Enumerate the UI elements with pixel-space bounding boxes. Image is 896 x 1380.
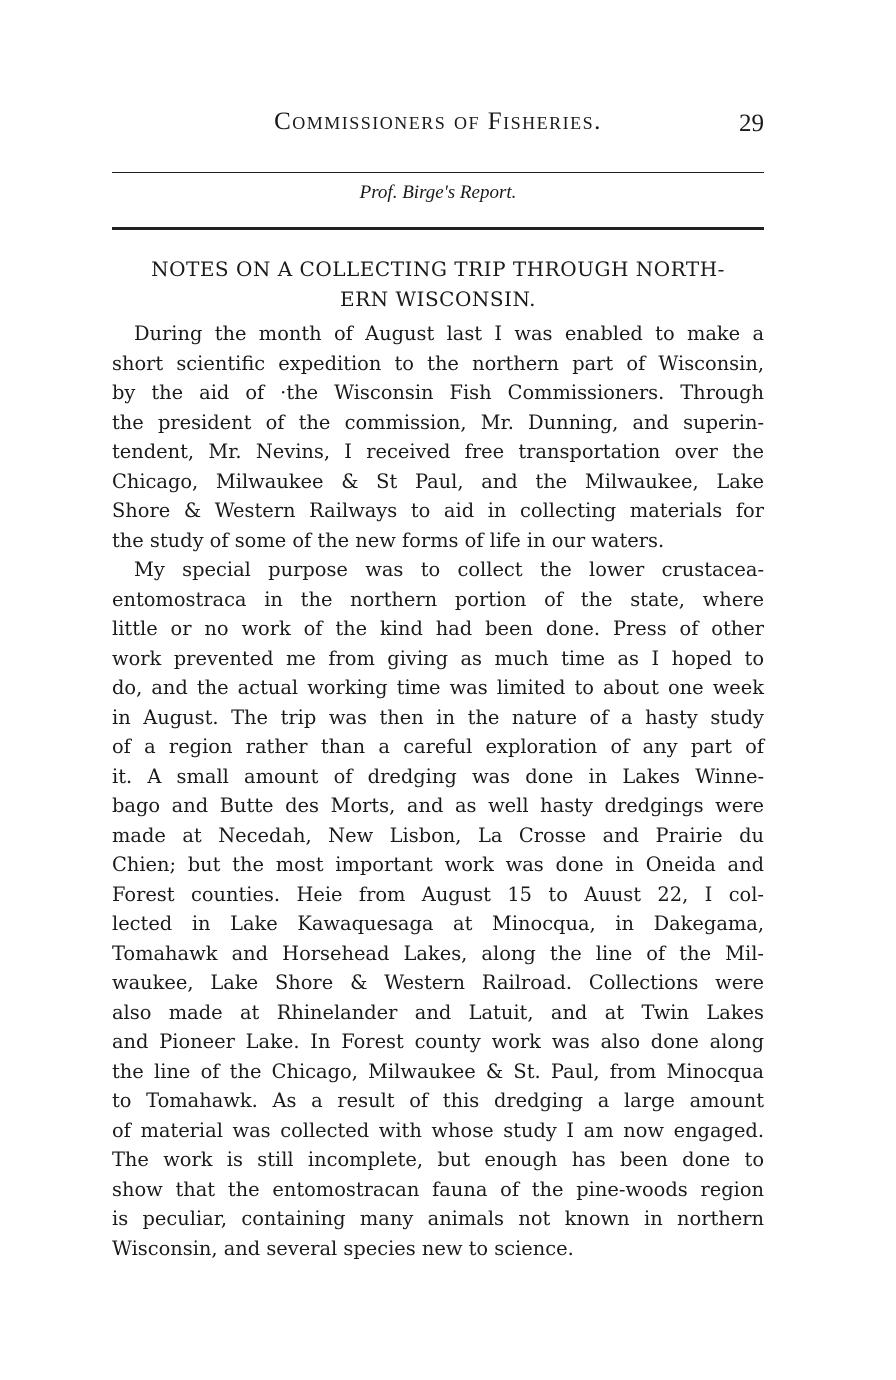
text-line: Chicago, Milwaukee & St Paul, and the Milwaukee, Lake [112, 469, 764, 493]
text-line: During the month of August last I was enabled to make a [134, 322, 764, 345]
text-line: Shore & Western Railways to aid in collecting materials for [112, 499, 764, 522]
text-line: Tomahawk and Horsehead Lakes, along the line of the Mil- [112, 941, 764, 965]
text-line: Forest counties. Heie from August 15 to Auust 22, I col- [112, 882, 764, 906]
report-subheading: Prof. Birge's Report. [359, 182, 517, 203]
text-line: My special purpose was to collect the lower crustacea- [134, 558, 764, 581]
text-line: little or no work of the kind had been done. Press of other [112, 617, 764, 640]
text-line: work prevented me from giving as much time as I hoped to [112, 646, 764, 670]
text-line: of material was collected with whose study I am now engaged. [112, 1118, 764, 1142]
text-line: of a region rather than a careful exploration of any part of [112, 735, 764, 758]
paragraph [112, 555, 764, 1263]
running-head [112, 108, 764, 148]
article-title-line: ERN WISCONSIN. [339, 287, 537, 311]
text-line: by the aid of ·the Wisconsin Fish Commissioners. Through [112, 381, 764, 404]
text-line: it. A small amount of dredging was done in Lakes Winne- [112, 764, 764, 788]
paragraph [112, 319, 764, 555]
text-line: show that the entomostracan fauna of the pine-woods region [112, 1177, 764, 1201]
running-title: Commissioners of Fisheries. [274, 108, 602, 135]
page-number: 29 [739, 110, 764, 137]
text-line: the line of the Chicago, Milwaukee & St. Paul, from Minocqua [112, 1059, 764, 1083]
text-line: do, and the actual working time was limited to about one week [112, 676, 764, 699]
section-rule [112, 227, 764, 230]
text-line: to Tomahawk. As a result of this dredging a large amount [112, 1089, 764, 1112]
text-line: the study of some of the new forms of life in our waters. [112, 528, 665, 552]
text-line: tendent, Mr. Nevins, I received free transportation over the [112, 440, 764, 463]
text-line: Wisconsin, and several species new to science. [112, 1236, 574, 1260]
text-line: Chien; but the most important work was done in Oneida and [112, 853, 764, 876]
article-title-line: NOTES ON A COLLECTING TRIP THROUGH NORTH- [151, 257, 725, 281]
text-line: the president of the commission, Mr. Dunning, and superin- [112, 410, 764, 434]
article-title [112, 254, 764, 314]
text-line: made at Necedah, New Lisbon, La Crosse and Prairie du [112, 823, 764, 847]
text-line: bago and Butte des Morts, and as well hasty dredgings were [112, 794, 764, 817]
text-line: is peculiar, containing many animals not known in northern [112, 1207, 764, 1230]
text-line: waukee, Lake Shore & Western Railroad. Collections were [112, 971, 764, 994]
article-body [112, 319, 764, 1263]
text-line: in August. The trip was then in the nature of a hasty study [112, 705, 764, 729]
header-rule [112, 172, 764, 173]
text-line: entomostraca in the northern portion of the state, where [112, 587, 764, 611]
text-line: The work is still incomplete, but enough has been done to [112, 1148, 764, 1171]
text-line: lected in Lake Kawaquesaga at Minocqua, in Dakegama, [112, 912, 764, 935]
text-line: and Pioneer Lake. In Forest county work was also done along [112, 1030, 764, 1053]
text-line: also made at Rhinelander and Latuit, and at Twin Lakes [112, 1000, 764, 1024]
text-line: short scientific expedition to the northern part of Wisconsin, [112, 351, 764, 375]
